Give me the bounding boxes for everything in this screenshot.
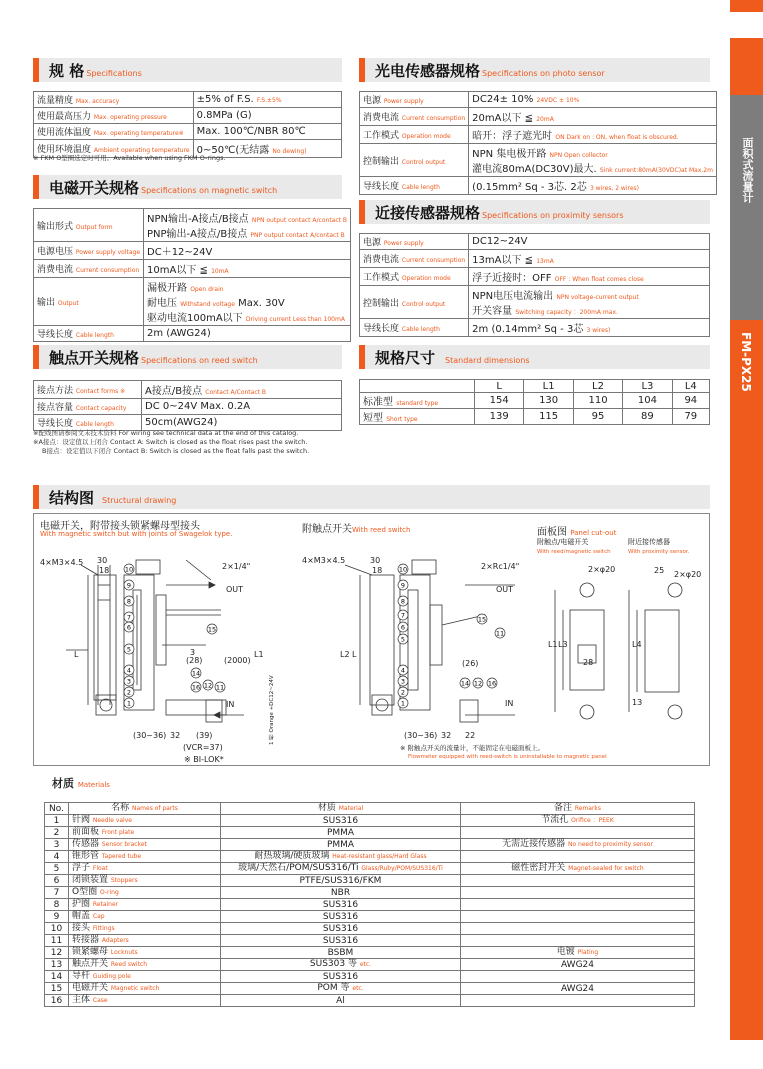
vcr-note: (VCR=37) bbox=[183, 743, 223, 752]
specs-sub: Specifications bbox=[86, 69, 142, 78]
magnetic-sub: Specifications on magnetic switch bbox=[141, 186, 278, 195]
mat-header-row: No. 名称 Names of parts 材质 Material 备注 Remarks bbox=[45, 803, 695, 815]
balloon-number: 2 bbox=[126, 688, 132, 697]
spec-row bbox=[34, 381, 342, 399]
spec-label: 控制输出 Control output bbox=[360, 286, 469, 319]
category-tab[interactable] bbox=[730, 95, 763, 320]
mat-row: 6 闭锁装置 Stoppers PTFE/SUS316/FKM bbox=[45, 875, 695, 887]
spec-label: 流量精度 Max. accuracy bbox=[34, 92, 194, 108]
panel-b-label: 附近接传感器 bbox=[628, 538, 670, 546]
spec-row bbox=[34, 399, 342, 415]
spec-row bbox=[360, 234, 710, 250]
reed-note-2: ※A接点：设定值以上闭合 Contact A: Switch is closed as the float rises past the switch. bbox=[33, 438, 308, 446]
balloon-number: 16 bbox=[191, 683, 201, 692]
balloon-number: 14 bbox=[191, 669, 201, 678]
dim-row bbox=[360, 409, 710, 425]
photo-title: 光电传感器规格 bbox=[375, 62, 481, 80]
mat-row: 8 护圈 Retainer SUS316 bbox=[45, 899, 695, 911]
model-label: FM-PX25 bbox=[739, 332, 753, 392]
structure-title: 结构图 bbox=[49, 489, 95, 507]
spec-value: 20mA以下 ≦ 20mA bbox=[469, 108, 717, 126]
reed-title: 触点开关规格 bbox=[49, 349, 140, 367]
mat-row: 10 接头 Fittings SUS316 bbox=[45, 923, 695, 935]
balloon-number: 6 bbox=[126, 623, 132, 632]
mat-row: 11 转接器 Adapters SUS316 bbox=[45, 935, 695, 947]
dim-value: 115 bbox=[524, 409, 573, 425]
spec-row bbox=[360, 319, 710, 337]
spec-label: 导线长度 Cable length bbox=[34, 415, 142, 431]
spec-label: 导线长度 Cable length bbox=[360, 177, 469, 195]
dim-in-2: IN bbox=[505, 699, 514, 708]
spec-row bbox=[34, 278, 351, 326]
mat-row: 16 主体 Case Al bbox=[45, 995, 695, 1007]
spec-row bbox=[360, 268, 710, 286]
spec-value: 2m (0.14mm² Sq - 3芯 3 wires) bbox=[469, 319, 710, 337]
dimensions-sub: Standard dimensions bbox=[445, 356, 530, 365]
spec-row bbox=[34, 124, 342, 140]
dim-in: IN bbox=[226, 700, 235, 709]
spec-label: 使用环境温度 Ambient operating temperature bbox=[34, 140, 194, 158]
spec-row bbox=[360, 126, 717, 144]
reed-panel-note-cn: ※ 附触点开关的流量计，不能固定在电磁面板上。 bbox=[400, 744, 545, 752]
mat-row: 1 针阀 Needle valve SUS316 节流孔 Orifice ：PEEK bbox=[45, 815, 695, 827]
balloon-number: 11 bbox=[215, 683, 225, 692]
spec-label: 使用流体温度 Max. operating temperature※ bbox=[34, 124, 194, 140]
balloon-number: 4 bbox=[400, 666, 406, 675]
panel-cutout-drawing bbox=[545, 560, 710, 730]
mat-row: 3 传感器 Sensor bracket PMMA 无需近接传感器 No need to proximity sensor bbox=[45, 839, 695, 851]
specs-note: ※ FKM O型圈选定时可用。Available when using FKM O-rings. bbox=[33, 154, 226, 162]
dim-out-2: OUT bbox=[496, 585, 514, 594]
spec-row bbox=[34, 242, 351, 260]
dim-l-2: L bbox=[352, 650, 357, 659]
spec-label: 电源 Power supply bbox=[360, 92, 469, 108]
balloon-number: 9 bbox=[126, 581, 132, 590]
dim-18: 18 bbox=[99, 566, 110, 575]
dimensions-table bbox=[359, 379, 710, 425]
balloon-number: 11 bbox=[495, 629, 505, 638]
spec-row bbox=[360, 108, 717, 126]
dim-l2: L2 bbox=[340, 650, 350, 659]
dim-value: 89 bbox=[623, 409, 672, 425]
orange-strip-upper bbox=[730, 38, 763, 95]
dim-value: 95 bbox=[573, 409, 622, 425]
proximity-header bbox=[359, 200, 710, 224]
dim-header: L4 bbox=[672, 380, 709, 393]
dim-m3: 4×M3×4.5 bbox=[40, 558, 84, 567]
spec-label: 使用最高压力 Max. operating pressure bbox=[34, 108, 194, 124]
dim-value: 79 bbox=[672, 409, 709, 425]
spec-value: ±5% of F.S. F.S.±5% bbox=[193, 92, 341, 108]
reed-panel-note-en: Flowmeter equipped with reed-switch is uninstallable to magnetic panel bbox=[408, 754, 607, 760]
dim-pipe: 2×1/4" bbox=[222, 562, 251, 571]
mat-row: 2 前面板 Front plate PMMA bbox=[45, 827, 695, 839]
specs-table bbox=[33, 91, 342, 158]
balloon-number: 14 bbox=[460, 679, 470, 688]
dim-l: L bbox=[74, 650, 79, 659]
spec-value: DC 0~24V Max. 0.2A bbox=[142, 399, 342, 415]
photo-sub: Specifications on photo sensor bbox=[482, 69, 605, 78]
balloon-number: 3 bbox=[400, 677, 406, 686]
balloon-number: 2 bbox=[400, 688, 406, 697]
spec-label: 工作模式 Operation mode bbox=[360, 268, 469, 286]
specs-header bbox=[33, 58, 342, 82]
dim-3: 3 bbox=[190, 648, 196, 657]
spec-value: NPN输出-A接点/B接点 NPN output contact A/contact B PNP输出-A接点/B接点 PNP output contact A/contact B bbox=[144, 209, 351, 242]
spec-row bbox=[360, 92, 717, 108]
mat-row: 15 电磁开关 Magnetic switch POM 等 etc. AWG24 bbox=[45, 983, 695, 995]
spec-value: 0~50℃(无结露 No dewing) bbox=[193, 140, 341, 158]
dim-header bbox=[360, 380, 475, 393]
spec-row bbox=[34, 260, 351, 278]
spec-label: 输出形式 Output form bbox=[34, 209, 144, 242]
balloon-number: 16 bbox=[487, 679, 497, 688]
dim-30: 30 bbox=[97, 556, 108, 565]
spec-value: Max. 100℃/NBR 80℃ bbox=[193, 124, 341, 140]
spec-label: 接点方法 Contact forms ※ bbox=[34, 381, 142, 399]
dim-value: 104 bbox=[623, 393, 672, 409]
spec-value: NPN电压电流输出 NPN voltage-current output 开关容量 Switching capacity ：200mA max. bbox=[469, 286, 710, 319]
spec-value: 0.8MPa (G) bbox=[193, 108, 341, 124]
reed-note-3: B接点：设定值以下闭合 Contact B: Switch is closed as the float falls past the switch. bbox=[42, 447, 310, 455]
dim-32-2: 32 bbox=[441, 731, 452, 740]
dim-28-panel: 28 bbox=[583, 658, 594, 667]
balloon-number: 8 bbox=[400, 597, 406, 606]
spec-value: DC12~24V bbox=[469, 234, 710, 250]
spec-row bbox=[34, 108, 342, 124]
dim-row bbox=[360, 393, 710, 409]
dim-30-2: 30 bbox=[370, 556, 381, 565]
dim-2000: (2000) bbox=[224, 656, 251, 665]
dim-l1-panel: L1 bbox=[548, 640, 558, 649]
magnetic-header bbox=[33, 175, 342, 199]
spec-value: 50cm(AWG24) bbox=[142, 415, 342, 431]
dim-32: 32 bbox=[170, 731, 181, 740]
balloon-number: 9 bbox=[400, 581, 406, 590]
spec-value: DC24± 10% 24VDC ± 10% bbox=[469, 92, 717, 108]
withstand-value: Max. 30V bbox=[238, 298, 285, 309]
structure-sub: Structural drawing bbox=[102, 496, 177, 505]
spec-row bbox=[360, 144, 717, 177]
proximity-sub: Specifications on proximity sensors bbox=[482, 211, 624, 220]
dim-out: OUT bbox=[226, 585, 244, 594]
dim-30-36-2: (30~36) bbox=[404, 731, 438, 740]
mat-row: 12 锁紧螺母 Locknuts BSBM 电镀 Plating bbox=[45, 947, 695, 959]
reed-sub: Specifications on reed switch bbox=[141, 356, 258, 365]
mat-row: 14 导杆 Guiding pole SUS316 bbox=[45, 971, 695, 983]
reed-table bbox=[33, 380, 342, 431]
mat-row: 7 O型圈 O-ring NBR bbox=[45, 887, 695, 899]
dimensions-title: 规格尺寸 bbox=[375, 349, 436, 367]
dim-l1: L1 bbox=[254, 650, 264, 659]
balloon-number: 5 bbox=[126, 645, 132, 654]
dim-30-36: (30~36) bbox=[133, 731, 167, 740]
dim-l4: L4 bbox=[632, 640, 642, 649]
spec-row bbox=[34, 209, 351, 242]
dim-header: L2 bbox=[573, 380, 622, 393]
dim-value: 154 bbox=[475, 393, 524, 409]
dim-header: L1 bbox=[524, 380, 573, 393]
magnetic-title: 电磁开关规格 bbox=[49, 179, 140, 197]
spec-value: 浮子近接时：OFF OFF : When float comes close bbox=[469, 268, 710, 286]
spec-label: 工作模式 Operation mode bbox=[360, 126, 469, 144]
dim-header: L3 bbox=[623, 380, 672, 393]
bilok-note: ※ BI-LOK* bbox=[184, 755, 224, 764]
dim-header-row bbox=[360, 380, 710, 393]
dim-value: 139 bbox=[475, 409, 524, 425]
spec-value: A接点/B接点 Contact A/Contact B bbox=[142, 381, 342, 399]
panel-a-en: With reed/magnetic switch bbox=[537, 549, 611, 555]
mat-row: 4 锥形管 Tapered tube 耐热玻璃/硬质玻璃 Heat-resistant glass/Hard Glass bbox=[45, 851, 695, 863]
spec-value: 10mA以下 ≦ 10mA bbox=[144, 260, 351, 278]
balloon-number: 6 bbox=[400, 623, 406, 632]
spec-label: 控制输出 Control output bbox=[360, 144, 469, 177]
spec-label: 接点容量 Contact capacity bbox=[34, 399, 142, 415]
balloon-number: 10 bbox=[124, 565, 134, 574]
dim-value: 110 bbox=[573, 393, 622, 409]
spec-row bbox=[360, 250, 710, 268]
dim-l3: L3 bbox=[558, 640, 568, 649]
balloon-number: 8 bbox=[126, 597, 132, 606]
dim-18-2: 18 bbox=[372, 566, 383, 575]
balloon-number: 1 bbox=[126, 699, 132, 708]
dim-22: 22 bbox=[465, 731, 476, 740]
dim-label: 标准型 standard type bbox=[360, 393, 475, 409]
structure-header bbox=[33, 485, 710, 509]
dim-25: 25 bbox=[654, 566, 665, 575]
spec-value: 2m (AWG24) bbox=[144, 326, 351, 342]
dim-label: 短型 Short type bbox=[360, 409, 475, 425]
specs-title: 规 格 bbox=[49, 62, 85, 80]
balloon-number: 1 bbox=[400, 699, 406, 708]
model-tab[interactable] bbox=[730, 320, 763, 1040]
spec-row bbox=[34, 92, 342, 108]
spec-label: 导线长度 Cable length bbox=[360, 319, 469, 337]
spec-label: 消费电流 Current consumption bbox=[360, 250, 469, 268]
proximity-table bbox=[359, 233, 710, 337]
mat-row: 5 浮子 Float 玻璃/天然石/POM/SUS316/Ti Glass/Ruby/POM/SUS316/Ti 磁性密封开关 Magnet-sealed for switch bbox=[45, 863, 695, 875]
spec-row bbox=[34, 326, 351, 342]
proximity-title: 近接传感器规格 bbox=[375, 204, 481, 222]
panel-a-label: 附触点/电磁开关 bbox=[537, 538, 589, 546]
panel-b-en: With proximity sensor. bbox=[628, 549, 690, 555]
dim-39: (39) bbox=[196, 731, 213, 740]
dim-13: 13 bbox=[632, 698, 643, 707]
magnetic-table bbox=[33, 208, 351, 342]
panel-title: 面板图 Panel cut-out bbox=[537, 527, 617, 538]
spec-label: 输出 Output bbox=[34, 278, 144, 326]
balloon-number: 3 bbox=[126, 677, 132, 686]
top-orange-tab bbox=[730, 0, 763, 12]
spec-value: 13mA以下 ≦ 13mA bbox=[469, 250, 710, 268]
wire-1: 1 橙 Orange +DC12~24V bbox=[269, 675, 275, 745]
spec-value: DC＋12~24V bbox=[144, 242, 351, 260]
dim-header: L bbox=[475, 380, 524, 393]
spec-row bbox=[360, 286, 710, 319]
photo-table bbox=[359, 91, 717, 195]
dim-value: 94 bbox=[672, 393, 709, 409]
materials-table bbox=[44, 802, 695, 1007]
reed-header bbox=[33, 345, 342, 369]
balloon-number: 7 bbox=[400, 611, 406, 620]
balloon-number: 15 bbox=[477, 615, 487, 624]
balloon-number: 4 bbox=[126, 666, 132, 675]
mat-row: 9 帽盖 Cap SUS316 bbox=[45, 911, 695, 923]
dim-value: 130 bbox=[524, 393, 573, 409]
balloon-number: 12 bbox=[203, 681, 213, 690]
dim-phi20-a: 2×φ20 bbox=[588, 565, 616, 574]
spec-label: 电源 Power supply bbox=[360, 234, 469, 250]
balloon-number: 10 bbox=[398, 565, 408, 574]
balloon-number: 7 bbox=[126, 613, 132, 622]
left-drawing-title: 电磁开关，附带接头锁紧螺母型接头 bbox=[40, 521, 200, 532]
dim-28: (28) bbox=[186, 656, 203, 665]
spec-value: NPN 集电极开路 NPN Open collector 灌电流80mA(DC30V)最大. Sink current:80mA(30VDC)at Max.2m bbox=[469, 144, 717, 177]
balloon-number: 5 bbox=[400, 635, 406, 644]
spec-row bbox=[360, 177, 717, 195]
spec-value: (0.15mm² Sq - 3芯. 2芯 3 wires, 2 wires) bbox=[469, 177, 717, 195]
spec-value: 漏极开路 Open drain 耐电压 Withstand voltage Max. 30V 驱动电流100mA以下 Driving current Less than 100mA bbox=[144, 278, 351, 326]
dim-phi20-b: 2×φ20 bbox=[674, 570, 702, 579]
balloon-number: 12 bbox=[473, 679, 483, 688]
category-label: 面积式流量计 bbox=[741, 137, 754, 203]
balloon-number: 15 bbox=[207, 625, 217, 634]
mat-row: 13 触点开关 Reed switch SUS303 等 etc. AWG24 bbox=[45, 959, 695, 971]
reed-note-1: ※配线图请参阅文末技术资料 For wiring see technical data at the end of this catalog. bbox=[33, 429, 299, 437]
dim-pipe-2: 2×Rc1/4" bbox=[481, 562, 520, 571]
dimensions-header bbox=[359, 345, 710, 369]
spec-label: 导线长度 Cable length bbox=[34, 326, 144, 342]
spec-label: 消费电流 Current consumption bbox=[360, 108, 469, 126]
dim-m3-2: 4×M3×4.5 bbox=[302, 556, 346, 565]
spec-label: 电源电压 Power supply voltage bbox=[34, 242, 144, 260]
materials-title: 材质 Materials bbox=[52, 777, 110, 790]
photo-header bbox=[359, 58, 710, 82]
left-drawing-sub: With magnetic switch but with joints of Swagelok type. bbox=[40, 530, 233, 538]
mid-drawing-title: 附触点开关With reed switch bbox=[302, 524, 411, 535]
mid-structural-drawing bbox=[300, 555, 530, 745]
spec-value: 暗开：浮子遮光时 ON Dark on : ON, when float is obscured. bbox=[469, 126, 717, 144]
spec-label: 消费电流 Current consumption bbox=[34, 260, 144, 278]
dim-26: (26) bbox=[462, 659, 479, 668]
